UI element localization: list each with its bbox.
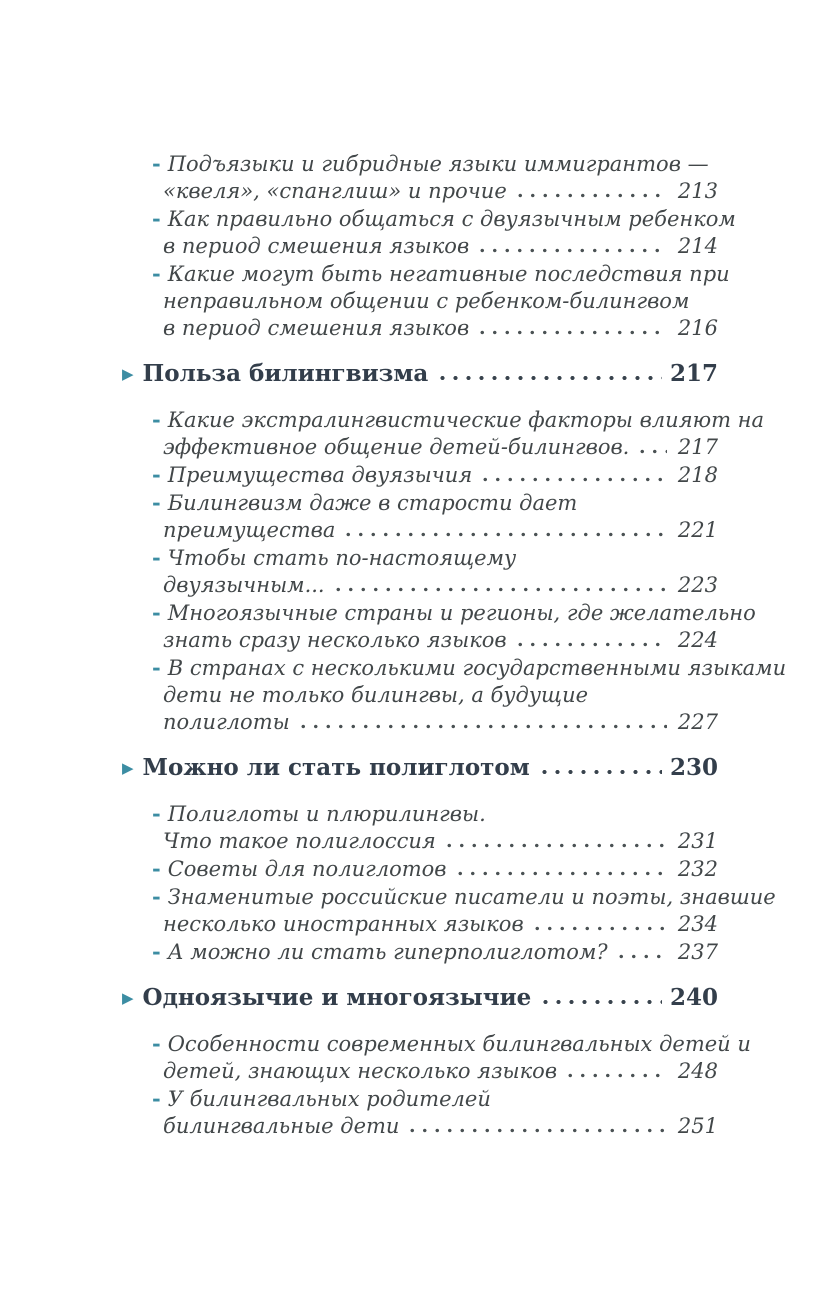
toc-entry-text: неправильном общении с ребенком-билингвом: [163, 289, 690, 313]
page-number: 214: [677, 234, 718, 258]
toc-entry-text: преимущества: [163, 518, 336, 542]
toc-entry-text: Советы для полиглотов: [167, 857, 447, 881]
section-arrow-icon: ▶: [122, 759, 134, 777]
page-number: 237: [677, 940, 718, 964]
toc-line: [163, 288, 718, 315]
toc-line: [152, 544, 718, 572]
page-number: 227: [677, 710, 718, 734]
dot-leader: [436, 375, 662, 381]
toc-section-header[interactable]: [122, 982, 718, 1016]
toc-entry[interactable]: [152, 654, 787, 736]
dash-bullet-icon: -: [152, 261, 161, 286]
dash-bullet-icon: -: [152, 884, 161, 909]
dot-leader: [539, 999, 662, 1005]
toc-line: [152, 855, 718, 883]
toc-line: [152, 599, 756, 627]
toc-line: [163, 572, 718, 599]
toc-line: [152, 883, 776, 911]
dash-bullet-icon: -: [152, 655, 161, 680]
toc-line: [152, 406, 765, 434]
page-number: 251: [677, 1114, 718, 1138]
toc-entry-text: Знаменитые российские писатели и поэты, знавшие: [167, 885, 776, 909]
page-number: 217: [669, 360, 718, 387]
toc-entry[interactable]: [152, 1085, 718, 1140]
dash-bullet-icon: -: [152, 490, 161, 515]
toc-entry[interactable]: [152, 544, 718, 599]
section-entries: [122, 150, 736, 342]
page-number: 223: [677, 573, 718, 597]
toc-entry-text: Чтобы стать по-настоящему: [167, 546, 517, 570]
toc-line: [152, 150, 718, 178]
toc-entry-text: детей, знающих несколько языков: [163, 1059, 558, 1083]
dash-bullet-icon: -: [152, 206, 161, 231]
toc-entry-text: билингвальные дети: [163, 1114, 400, 1138]
toc-entry[interactable]: [152, 599, 756, 654]
toc-entry-text: знать сразу несколько языков: [163, 628, 507, 652]
dot-leader: [531, 926, 667, 931]
dash-bullet-icon: -: [152, 1086, 161, 1111]
toc-entry[interactable]: [152, 150, 718, 205]
toc-line: [152, 654, 787, 682]
toc-line: [152, 1030, 751, 1058]
toc-section-header[interactable]: [122, 752, 718, 786]
toc-entry[interactable]: [152, 489, 718, 544]
toc-entry[interactable]: [152, 855, 718, 883]
toc-line: [163, 1058, 718, 1085]
section-title: Можно ли стать полиглотом: [142, 754, 530, 781]
toc-entry-text: полиглоты: [163, 710, 290, 734]
toc-entry-text: А можно ли стать гиперполиглотом?: [167, 940, 608, 964]
page-number: 230: [669, 754, 718, 781]
toc-entry-text: Как правильно общаться с двуязычным ребенком: [167, 207, 736, 231]
dot-leader: [342, 532, 667, 537]
toc-line: [152, 938, 718, 966]
dash-bullet-icon: -: [152, 407, 161, 432]
dot-leader: [332, 587, 667, 592]
dot-leader: [476, 330, 667, 335]
toc-entry[interactable]: [152, 938, 718, 966]
dot-leader: [454, 871, 667, 876]
toc-entry-text: Подъязыки и гибридные языки иммигрантов —: [167, 152, 709, 176]
dash-bullet-icon: -: [152, 1031, 161, 1056]
section-entries: [122, 800, 776, 966]
toc-line: [152, 461, 718, 489]
toc-line: [163, 434, 718, 461]
toc-line: [163, 911, 718, 938]
dot-leader: [297, 724, 667, 729]
toc-line: [163, 682, 718, 709]
toc-entry-text: Многоязычные страны и регионы, где желательно: [167, 601, 756, 625]
dot-leader: [443, 843, 667, 848]
dot-leader: [615, 954, 667, 959]
dot-leader: [476, 248, 667, 253]
dot-leader: [564, 1073, 667, 1078]
toc-entry[interactable]: [152, 461, 718, 489]
section-entries: [122, 1030, 751, 1140]
toc-entry-text: Какие экстралингвистические факторы влияют на: [167, 408, 765, 432]
toc-entry[interactable]: [152, 800, 718, 855]
page-number: 221: [677, 518, 718, 542]
toc-section-header[interactable]: [122, 358, 718, 392]
dash-bullet-icon: -: [152, 151, 161, 176]
toc-line: [163, 1113, 718, 1140]
page-number: 232: [677, 857, 718, 881]
dash-bullet-icon: -: [152, 600, 161, 625]
dot-leader: [479, 477, 667, 482]
toc-entry-text: в период смешения языков: [163, 234, 470, 258]
dot-leader: [514, 642, 667, 647]
toc-line: [152, 800, 718, 828]
dash-bullet-icon: -: [152, 856, 161, 881]
toc-entry[interactable]: [152, 205, 736, 260]
toc-entry-text: Преимущества двуязычия: [167, 463, 473, 487]
page-number: 218: [677, 463, 718, 487]
page-number: 234: [677, 912, 718, 936]
toc-entry-text: Особенности современных билингвальных детей и: [167, 1032, 751, 1056]
toc-line: [163, 517, 718, 544]
section-title: Одноязычие и многоязычие: [142, 984, 532, 1011]
section-arrow-icon: ▶: [122, 989, 134, 1007]
toc-entry-text: Полиглоты и плюрилингвы.: [167, 802, 486, 826]
toc-entry-text: в период смешения языков: [163, 316, 470, 340]
dash-bullet-icon: -: [152, 462, 161, 487]
section-arrow-icon: ▶: [122, 365, 134, 383]
table-of-contents: [122, 150, 787, 1140]
toc-entry-text: В странах с несколькими государственными языками: [167, 656, 787, 680]
section-title: Польза билингвизма: [142, 360, 429, 387]
toc-entry-text: Что такое полиглоссия: [163, 829, 436, 853]
page-number: 213: [677, 179, 718, 203]
toc-entry[interactable]: [152, 883, 776, 938]
toc-line: [163, 709, 718, 736]
dash-bullet-icon: -: [152, 545, 161, 570]
toc-line: [152, 205, 736, 233]
dash-bullet-icon: -: [152, 801, 161, 826]
toc-line: [163, 178, 718, 205]
toc-entry-text: двуязычным...: [163, 573, 325, 597]
page-number: 231: [677, 829, 718, 853]
page-number: 240: [669, 984, 718, 1011]
dot-leader: [538, 769, 662, 775]
dot-leader: [636, 449, 667, 454]
toc-entry[interactable]: [152, 1030, 751, 1085]
toc-entry-text: Какие могут быть негативные последствия при: [167, 262, 730, 286]
toc-entry-text: несколько иностранных языков: [163, 912, 524, 936]
toc-line: [152, 260, 730, 288]
toc-entry[interactable]: [152, 260, 730, 342]
toc-line: [163, 828, 718, 855]
toc-entry-text: эффективное общение детей-билингвов.: [163, 435, 630, 459]
dot-leader: [406, 1128, 667, 1133]
dot-leader: [514, 193, 667, 198]
toc-entry[interactable]: [152, 406, 765, 461]
toc-entry-text: У билингвальных родителей: [167, 1087, 491, 1111]
toc-line: [152, 1085, 718, 1113]
page-number: 217: [677, 435, 718, 459]
dash-bullet-icon: -: [152, 939, 161, 964]
section-entries: [122, 406, 787, 736]
page-number: 248: [677, 1059, 718, 1083]
page-number: 216: [677, 316, 718, 340]
toc-line: [163, 627, 718, 654]
toc-entry-text: дети не только билингвы, а будущие: [163, 683, 589, 707]
toc-entry-text: «квеля», «спанглиш» и прочие: [163, 179, 507, 203]
toc-line: [163, 315, 718, 342]
toc-line: [152, 489, 718, 517]
toc-entry-text: Билингвизм даже в старости дает: [167, 491, 578, 515]
toc-line: [163, 233, 718, 260]
page-number: 224: [677, 628, 718, 652]
